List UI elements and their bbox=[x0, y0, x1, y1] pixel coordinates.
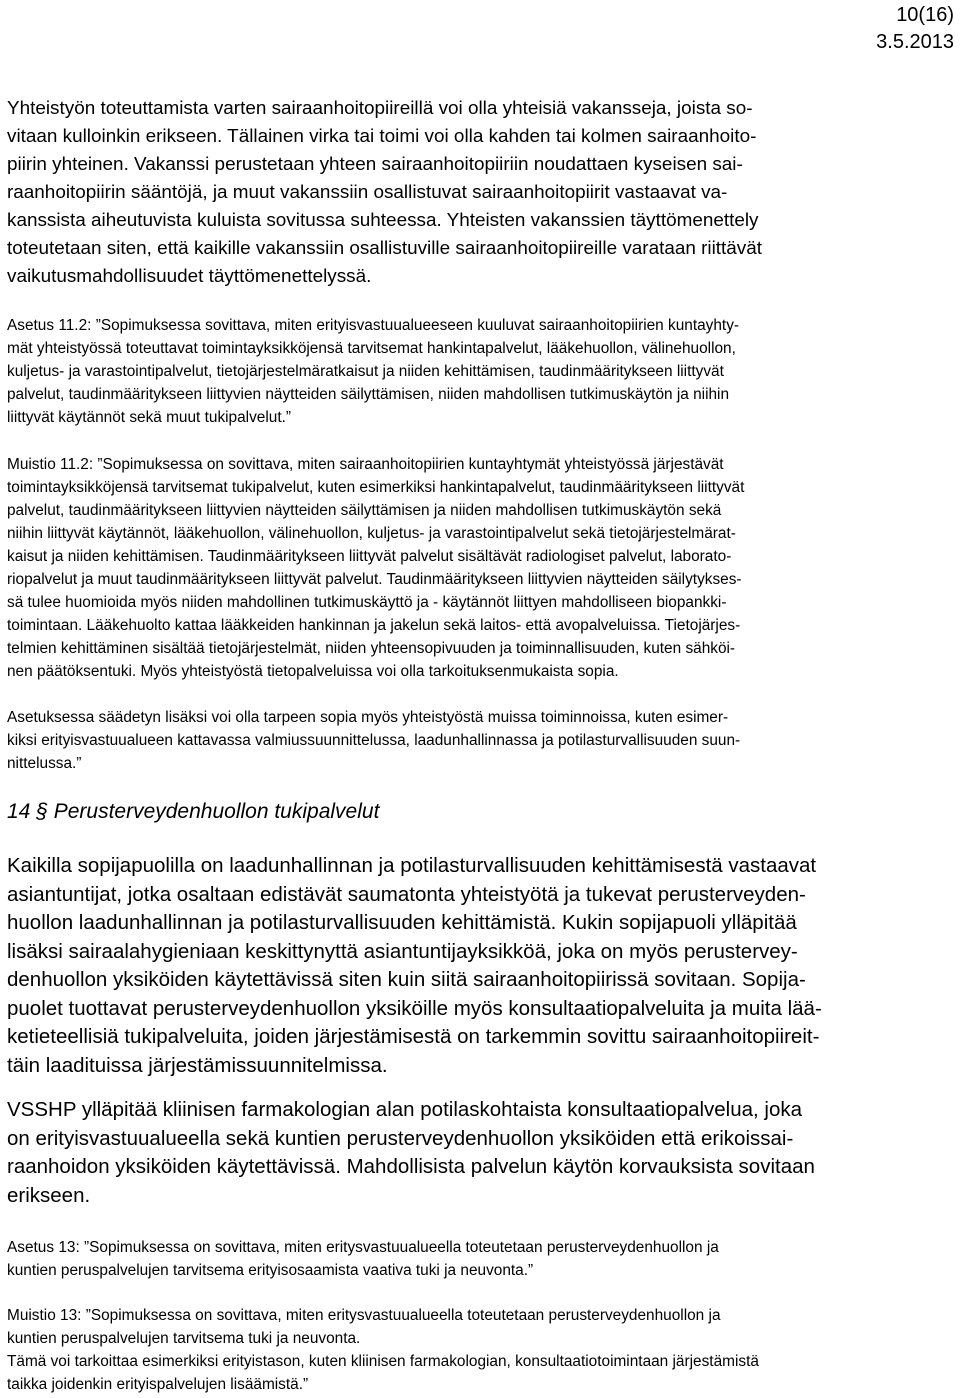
paragraph-decree-13 bbox=[7, 1236, 719, 1282]
paragraph-memo-13 bbox=[7, 1304, 759, 1396]
text-line: toimintayksikköjensä tarvitsemat tukipalvelut, kuten esimerkiksi hankintapalvelut, taudinmääritykseen liittyvät bbox=[7, 479, 745, 496]
text-line: liittyvät käytännöt sekä muut tukipalvelut.” bbox=[7, 409, 292, 426]
text-line: nittelussa.” bbox=[7, 755, 82, 772]
text-line: asiantuntijat, jotka osaltaan edistävät saumatonta yhteistyötä ja tukevat perusterveyden- bbox=[7, 882, 806, 906]
text-line: mät yhteistyössä toteuttavat toimintayksikköjensä tarvitsemat hankintapalvelut, lääkehuollon, välinehuollon, bbox=[7, 340, 736, 357]
text-line: kuntien peruspalvelujen tarvitsema tuki ja neuvonta. bbox=[7, 1330, 361, 1347]
text-line: on erityisvastuualueella sekä kuntien perusterveydenhuollon yksiköiden että erikoissai- bbox=[7, 1126, 794, 1150]
text-line: Asetus 11.2: ”Sopimuksessa sovittava, miten erityisvastuualueeseen kuuluvat sairaanhoitopiirien kuntayhty- bbox=[7, 317, 740, 334]
text-line: kaisut ja niiden kehittämisen. Taudinmääritykseen liittyvät palvelut sisältävät radiologiset palvelut, laborato- bbox=[7, 548, 732, 565]
text-line: toimintaan. Lääkehuolto kattaa lääkkeiden hankinnan ja jakelun sekä laitos- että avopalveluissa. Tietojärjes- bbox=[7, 617, 741, 634]
text-line: Asetuksessa säädetyn lisäksi voi olla tarpeen sopia myös yhteistyöstä muissa toiminnoissa, kuten esimer- bbox=[7, 709, 729, 726]
paragraph-quality-management bbox=[7, 852, 822, 1080]
paragraph-memo-11-2 bbox=[7, 453, 744, 683]
text-line: sä tulee huomioida myös niiden mahdollinen tutkimuskäyttö ja - käytännöt liittyen mahdolliseen biopankki- bbox=[7, 594, 727, 611]
text-line: Muistio 11.2: ”Sopimuksessa on sovittava, miten sairaanhoitopiirien kuntayhtymät yhteistyössä järjestävät bbox=[7, 456, 724, 473]
text-line: erikseen. bbox=[7, 1183, 91, 1207]
text-line: Tämä voi tarkoittaa esimerkiksi erityistason, kuten kliinisen farmakologian, konsultaatiotoimintaan järjestämistä bbox=[7, 1353, 759, 1370]
text-line: raanhoitopiirin sääntöjä, ja muut vakanssiin osallistuvat sairaanhoitopiirit vastaavat va- bbox=[7, 182, 728, 203]
text-line: ketieteellisiä tukipalveluita, joiden järjestämisestä on tarkemmin sovittu sairaanhoitopiireit- bbox=[7, 1025, 820, 1048]
text-line: kanssista aiheutuvista kuluista sovitussa suhteessa. Yhteisten vakanssien täyttömenettely bbox=[7, 210, 759, 231]
text-line: Yhteistyön toteuttamista varten sairaanhoitopiireillä voi olla yhteisiä vakansseja, joista so- bbox=[7, 98, 753, 119]
text-line: kuntien peruspalvelujen tarvitsema erityisosaamista vaativa tuki ja neuvonta.” bbox=[7, 1262, 534, 1279]
text-line: VSSHP ylläpitää kliinisen farmakologian alan potilaskohtaista konsultaatiopalvelua, joka bbox=[7, 1098, 803, 1121]
text-line: denhuollon yksiköiden käytettävissä siten kuin siitä sairaanhoitopiirissä sovitaan. Sopija- bbox=[7, 968, 806, 991]
text-line: kiksi erityisvastuualueen kattavassa valmiussuunnittelussa, laadunhallinnassa ja potilasturvallisuuden suun- bbox=[7, 732, 741, 749]
page-number: 10(16) bbox=[896, 4, 954, 26]
text-line: piirin yhteinen. Vakanssi perustetaan yhteen sairaanhoitopiiriin noudattaen kyseisen sai- bbox=[7, 154, 743, 175]
text-line: puolet tuottavat perusterveydenhuollon yksiköille myös konsultaatiopalveluita ja muita lää- bbox=[7, 996, 822, 1020]
text-line: täin laadituissa järjestämissuunnitelmissa. bbox=[7, 1053, 388, 1077]
text-line: toteutetaan siten, että kaikille vakanssiin osallistuville sairaanhoitopiireille varataan riittävät bbox=[7, 238, 762, 259]
text-line: riopalvelut ja muut taudinmääritykseen liittyvät palvelut. Taudinmääritykseen liittyvien näytteiden säilytykses- bbox=[7, 571, 742, 588]
paragraph-additional-cooperation bbox=[7, 706, 740, 775]
text-line: huollon laadunhallinnan ja potilasturvallisuuden kehittämistä. Kukin sopijapuoli ylläpitää bbox=[7, 911, 797, 934]
text-line: nen päätöksentuki. Myös yhteistyöstä tietopalveluissa voi olla tarkoituksenmukaista sopia. bbox=[7, 663, 619, 680]
text-line: Asetus 13: ”Sopimuksessa on sovittava, miten eritysvastuualueella toteutetaan perusterveydenhuollon ja bbox=[7, 1239, 719, 1256]
text-line: niihin liittyvät käytännöt, lääkehuollon, välinehuollon, kuljetus- ja varastointipalvelut sekä tietojärjestelmärat- bbox=[7, 525, 736, 542]
page-header bbox=[876, 2, 954, 56]
text-line: Muistio 13: ”Sopimuksessa on sovittava, miten eritysvastuualueella toteutetaan perusterveydenhuollon ja bbox=[7, 1307, 721, 1324]
text-line: telmien kehittäminen sisältää tietojärjestelmät, niiden yhteensopivuuden ja toiminnallisuuden, kuten sähköi- bbox=[7, 640, 736, 657]
section-heading bbox=[7, 799, 379, 825]
paragraph-decree-11-2 bbox=[7, 314, 739, 429]
text-line: palvelut, taudinmääritykseen liittyvien näytteiden säilyttämisen ja niiden mahdollisen tutkimuskäytön sekä bbox=[7, 502, 722, 519]
text-line: raanhoidon yksiköiden käytettävissä. Mahdollisista palvelun käytön korvauksista sovitaan bbox=[7, 1155, 815, 1178]
text-line: kuljetus- ja varastointipalvelut, tietojärjestelmäratkaisut ja niiden kehittämisen, taudinmääritykseen liittyvät bbox=[7, 363, 724, 380]
paragraph-joint-vacancies bbox=[7, 95, 762, 291]
text-line: Kaikilla sopijapuolilla on laadunhallinnan ja potilasturvallisuuden kehittämisestä vastaavat bbox=[7, 854, 817, 877]
section-14-heading: 14 § Perusterveydenhuollon tukipalvelut bbox=[7, 800, 380, 823]
text-line: lisäksi sairaalahygieniaan keskittynyttä asiantuntijayksikköä, joka on myös perustervey- bbox=[7, 939, 798, 963]
text-line: palvelut, taudinmääritykseen liittyvien näytteiden säilyttämisen, niiden mahdollisen tutkimuskäytön ja niihin bbox=[7, 386, 730, 403]
text-line: vaikutusmahdollisuudet täyttömenettelyssä. bbox=[7, 266, 372, 287]
document-date: 3.5.2013 bbox=[876, 31, 954, 53]
text-line: vitaan kulloinkin erikseen. Tällainen virka tai toimi voi olla kahden tai kolmen sairaanhoito- bbox=[7, 126, 757, 147]
paragraph-vsshp-pharmacology bbox=[7, 1096, 815, 1210]
text-line: taikka joidenkin erityispalvelujen lisäämistä.” bbox=[7, 1376, 309, 1393]
